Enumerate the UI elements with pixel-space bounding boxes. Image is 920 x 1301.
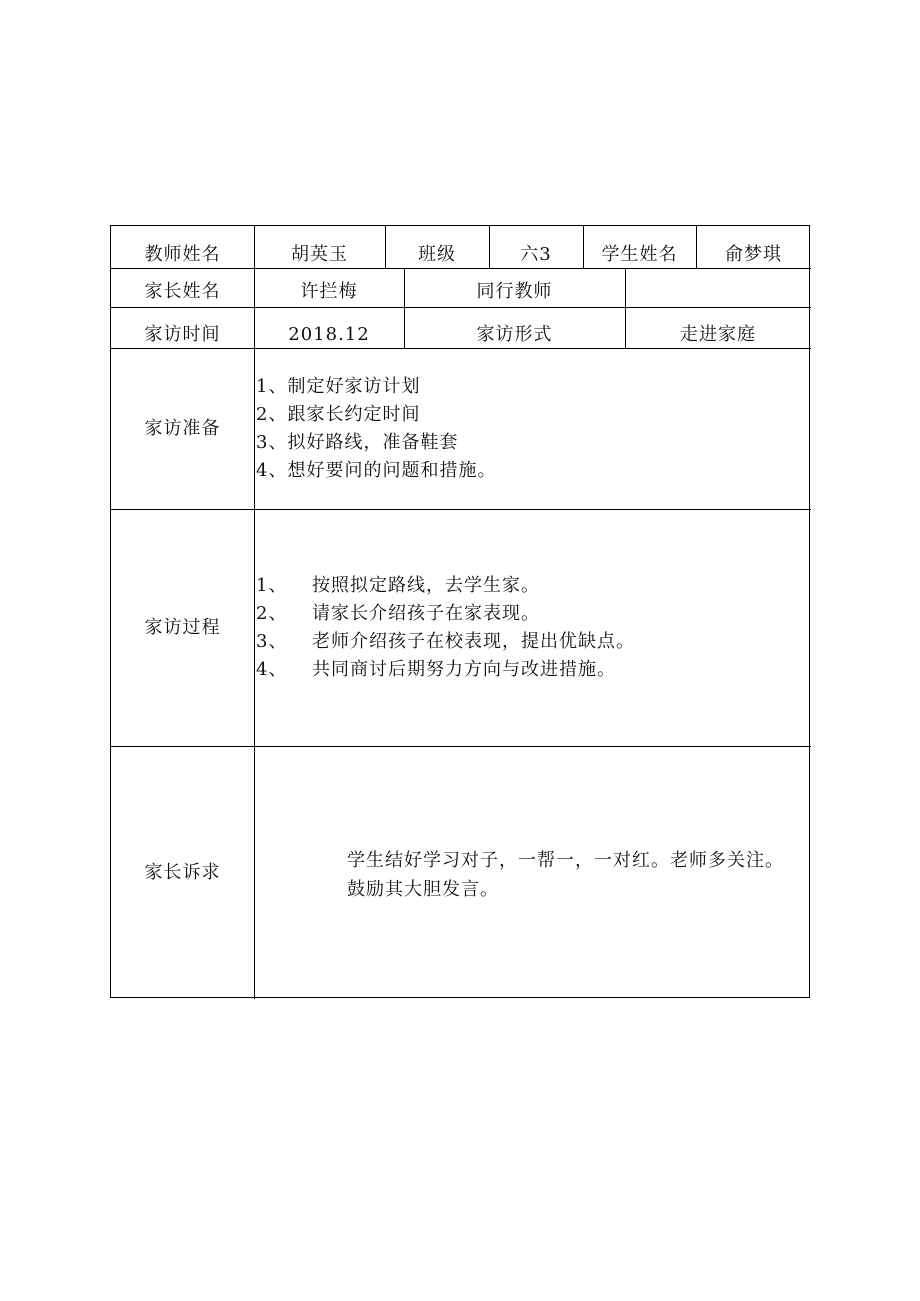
list-item: 4、 共同商讨后期努力方向与改进措施。 <box>256 659 616 680</box>
class-value: 六3 <box>520 244 552 265</box>
list-item: 1、 制定好家访计划 <box>256 376 421 397</box>
visit-form-value: 走进家庭 <box>680 324 756 345</box>
parent-appeal-label: 家长诉求 <box>144 861 221 883</box>
list-item: 3、 老师介绍孩子在校表现，提出优缺点。 <box>256 631 635 652</box>
parent-appeal-text: 学生结好学习对子，一帮一，一对红。老师多关注。 鼓励其大胆发言。 <box>347 850 784 900</box>
visit-time-value: 2018.12 <box>288 324 370 345</box>
companion-teacher-value <box>625 272 811 312</box>
list-item: 1、 按照拟定路线，去学生家。 <box>256 575 540 596</box>
class-label: 班级 <box>418 244 456 265</box>
parent-name-value: 许拦梅 <box>300 281 358 302</box>
process-label: 家访过程 <box>144 616 221 638</box>
preparation-label: 家访准备 <box>144 417 221 439</box>
preparation-list <box>256 373 496 485</box>
list-item: 2、 请家长介绍孩子在家表现。 <box>256 603 540 624</box>
student-name-value: 俞梦琪 <box>725 244 782 265</box>
student-name-label: 学生姓名 <box>601 244 678 265</box>
process-list <box>256 572 635 684</box>
visit-form-label: 家访形式 <box>476 324 553 345</box>
list-item: 4、 想好要问的问题和措施。 <box>256 460 497 481</box>
home-visit-form <box>110 225 810 998</box>
companion-teacher-label: 同行教师 <box>476 281 553 302</box>
teacher-name-label: 教师姓名 <box>144 244 221 265</box>
teacher-name-value: 胡英玉 <box>291 244 348 265</box>
visit-time-label: 家访时间 <box>144 324 221 345</box>
list-item: 2、 跟家长约定时间 <box>256 404 421 425</box>
list-item: 3、 拟好路线，准备鞋套 <box>256 432 459 453</box>
parent-name-label: 家长姓名 <box>144 281 221 302</box>
